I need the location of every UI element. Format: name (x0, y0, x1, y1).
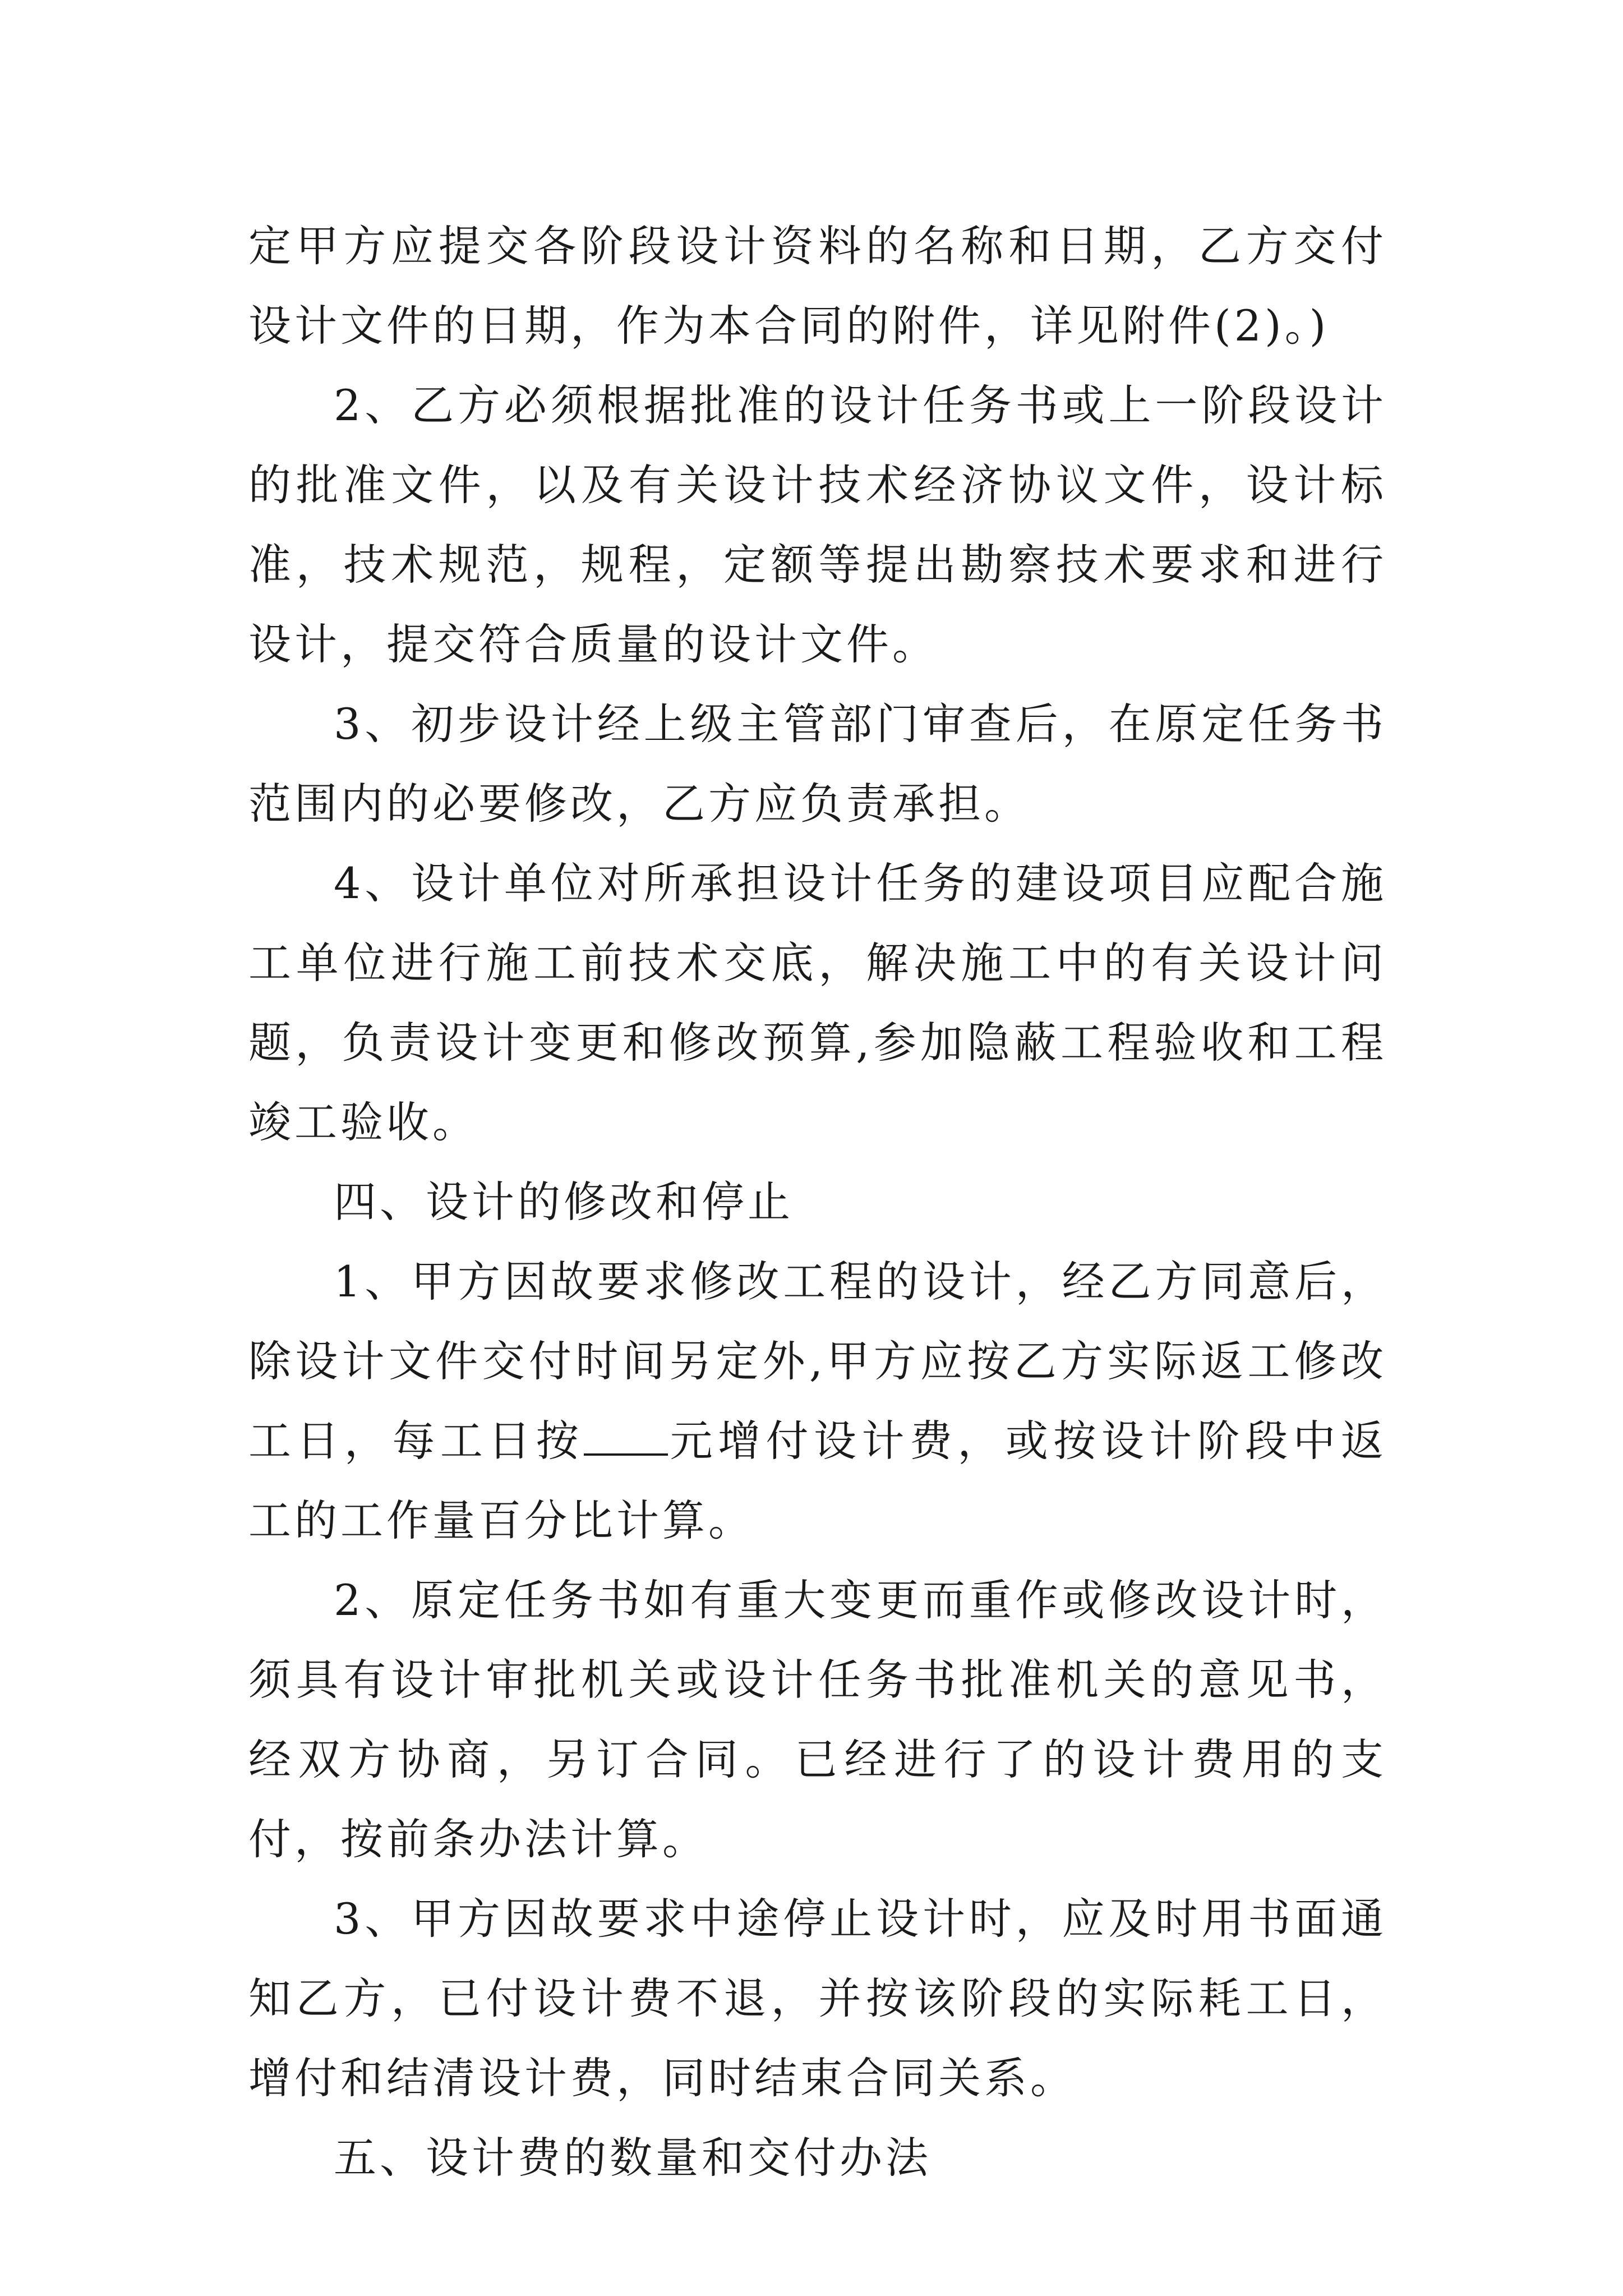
clause-4-1-part-b: 元增付设计费，或按设计阶段中返工的工作量百分比计算。 (248, 1416, 1387, 1545)
section-heading-4: 四、设计的修改和停止 (334, 1177, 794, 1227)
clause-4-2: 2、原定任务书如有重大变更而重作或修改设计时，须具有设计审批机关或设计任务书批准机关的意见书，经双方协商，另订合同。已经进行了的设计费用的支付，按前条办法计算。 (248, 1575, 1387, 1864)
paragraph-continued: 定甲方应提交各阶段设计资料的名称和日期，乙方交付设计文件的日期，作为本合同的附件，详见附件(2)。) (248, 221, 1387, 351)
clause-4-1-part-a: 1、甲方因故要求修改工程的设计，经乙方同意后，除设计文件交付时间另定外,甲方应按乙方实际返工修改工日，每工日按 (248, 1257, 1387, 1466)
clause-3-2: 2、乙方必须根据批准的设计任务书或上一阶段设计的批准文件，以及有关设计技术经济协议文件，设计标准，技术规范，规程，定额等提出勘察技术要求和进行设计，提交符合质量的设计文件。 (248, 380, 1387, 669)
section-heading-5: 五、设计费的数量和交付办法 (334, 2133, 932, 2183)
document-body (248, 206, 1387, 2198)
clause-4-3: 3、甲方因故要求中途停止设计时，应及时用书面通知乙方，已付设计费不退，并按该阶段的实际耗工日，增付和结清设计费，同时结束合同关系。 (248, 1894, 1387, 2103)
clause-4-1 (248, 1242, 1387, 1561)
clause-3-4: 4、设计单位对所承担设计任务的建设项目应配合施工单位进行施工前技术交底，解决施工中的有关设计问题，负责设计变更和修改预算,参加隐蔽工程验收和工程竣工验收。 (248, 858, 1387, 1147)
clause-3-3: 3、初步设计经上级主管部门审查后，在原定任务书范围内的必要修改，乙方应负责承担。 (248, 699, 1387, 829)
fill-in-blank (584, 1420, 668, 1456)
